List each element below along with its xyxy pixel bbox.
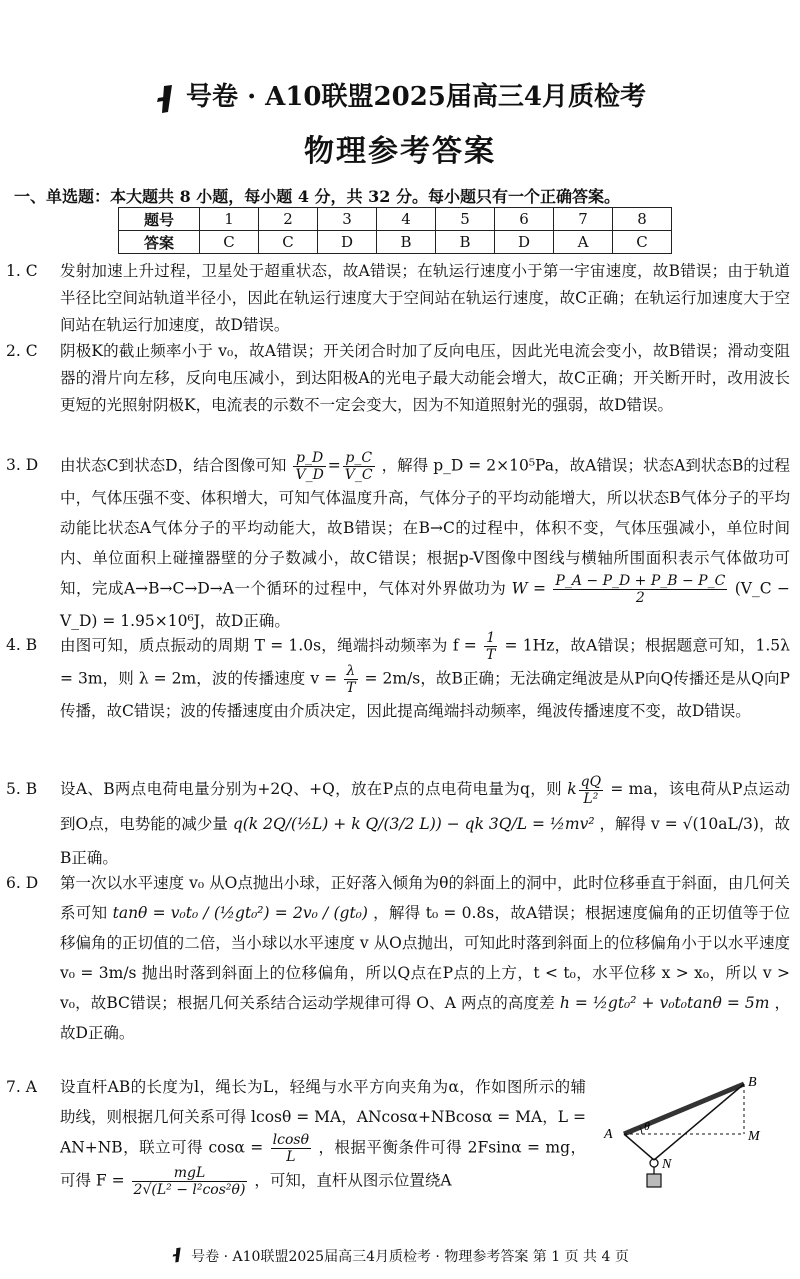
- question-text: 由图可知，质点振动的周期 T = 1.0s，绳端抖动频率为 f =: [60, 636, 477, 655]
- question-number: 3. D: [6, 456, 39, 474]
- table-cell: 7: [554, 208, 613, 231]
- table-cell: D: [495, 231, 554, 254]
- equation-fraction: $\frac{\text{mgL}}{\text{2√(L² − l²cos²θ)}}$: [133, 1165, 246, 1198]
- page-footer: 号卷 · A10联盟2025届高三4月质检考 · 物理参考答案 第 1 页 共 4 页: [0, 1246, 800, 1267]
- page-title: 物理参考答案: [304, 134, 496, 169]
- rod-rope-diagram: [596, 1072, 786, 1202]
- rod-ab: [624, 1084, 744, 1134]
- table-cell: 8: [613, 208, 672, 231]
- pulley: [650, 1159, 658, 1167]
- question-text: 阴极K的截止频率小于 v₀，故A错误；开关闭合时加了反向电压，因此光电流会变小，故B错误；滑动变阻器的滑片向左移，反向电压减小，到达阳极A的光电子最大动能会增大，故C正确；开关断开时，改用波长更短的光照射阴极K，电流表的示数不一定会变大，因为不知道照射光的强弱，故D错误。: [60, 342, 790, 414]
- question-number: 2. C: [6, 342, 38, 360]
- table-cell: B: [436, 231, 495, 254]
- label-theta: θ: [644, 1119, 650, 1133]
- footer-text: A10联盟2025届高三4月质检考 · 物理参考答案 第 1 页 共 4 页: [232, 1249, 629, 1265]
- equation-fraction: $\frac{p\_C}{V\_C}$: [344, 450, 373, 483]
- label-n: N: [662, 1157, 672, 1172]
- question-text: ，根据平衡条件可得 2Fsinα = mg，可得 F =: [60, 1138, 586, 1190]
- equation: q(k 2Q/(½L) + k Q/(3/2 L)) − qk 3Q/L = ½mv²: [232, 814, 595, 833]
- question-6: [6, 868, 790, 1048]
- question-4: [6, 630, 790, 727]
- equation-fraction: $\frac{qQ}{\text{L²}}$: [580, 773, 602, 807]
- table-cell: C: [200, 231, 259, 254]
- equation-fraction: $\frac{p\_D}{V\_D}$: [295, 450, 324, 483]
- answer-table: [118, 207, 672, 254]
- question-3: 3. D 由状态C到状态D，结合图像可知 $\frac{p\_D}{V\_D}$ = $\frac{p\_C}{V\_C}$ ，解得 p_D = 2×10⁵Pa，故A错误；状态A到状态B的过程中，气体压强不变、体积增大，可知气体温度升高，气体分子的平均动能增大，所以状态B气体分子的平均动能比状态A气体分子的平均动能大，故B错误；在B→C的过程中，体积不变，气体压强减小，单位时间内、单位面积上碰撞器壁的分子数减小，故C错误；根据p-V图像中图线与横轴所围面积表示气体做功可知，完成A→B→C→D→A一个循环的过程中，气体对外界做功为 W = $\frac{P\_A - P\_D + P\_B - P\_C}{2}$ (V_C − V_D) = 1.95×10⁶J，故D正确。: [6, 450, 791, 630]
- table-cell: 6: [495, 208, 554, 231]
- exam-title: A10联盟2025届高三4月质检考: [265, 82, 646, 112]
- brand-name: 号卷: [186, 82, 239, 112]
- table-cell: C: [613, 231, 672, 254]
- question-text: ，可知，直杆从图示位置绕A: [254, 1171, 452, 1190]
- label-b: B: [748, 1075, 757, 1090]
- equation-fraction: $\frac{1}{T}$: [485, 630, 496, 663]
- label-m: M: [748, 1129, 760, 1144]
- table-cell: 2: [259, 208, 318, 231]
- footer-brand: 号卷: [191, 1249, 220, 1265]
- table-cell: B: [377, 231, 436, 254]
- brand-logo: [154, 84, 180, 118]
- question-text: ，故D正确。: [60, 994, 790, 1042]
- row-label-number: 题号: [119, 208, 200, 231]
- question-text: ，解得 p_D = 2×10⁵Pa，故A错误；状态A到状态B的过程中，气体压强不变、体积增大，可知气体温度升高，气体分子的平均动能增大，所以状态B气体分子的平均动能比状态A气体分子的平均动能大，故B错误；在B→C的过程中，体积不变，气体压强减小，单位时间内、单位面积上碰撞器壁的分子数减小，故C错误；根据p-V图像中图线与横轴所围面积表示气体做功可知，完成A→B→C→D→A一个循环的过程中，气体对外界做功为: [60, 456, 791, 598]
- rope-nb: [654, 1084, 744, 1160]
- question-text: 第一次以水平速度 v₀ 从O点抛出小球，正好落入倾角为θ的斜面上的洞中，此时位移垂直于斜面，由几何关系可知: [60, 874, 790, 922]
- table-cell: C: [259, 231, 318, 254]
- question-number: 1. C: [6, 262, 38, 280]
- question-5: 5. B 设A、B两点电荷电量分别为+2Q、+Q，放在P点的点电荷电量为q，则 k $\frac{qQ}{\text{L²}}$ = ma，该电荷从P点运动到O点，电势能的减少量 q(k 2Q/(½L) + k Q/(3/2 L)) − qk 3Q/L = ½mv² ，解得 v = √(10aL/3)，故B正确。: [6, 773, 790, 867]
- table-cell: 3: [318, 208, 377, 231]
- question-text: = 2m/s，故B正确；无法确定绳波是从P向Q传播还是从Q向P传播，故C错误；波的传播速度由介质决定，因此提高绳端抖动频率，绳波传播速度不变，故D错误。: [60, 669, 790, 720]
- question-text: 发射加速上升过程，卫星处于超重状态，故A错误；在轨运行速度小于第一宇宙速度，故B错误；由于轨道半径比空间站轨道半径小，因此在轨运行速度大于空间站在轨运行速度，故C正确；在轨运行加速度大于空间站在轨运行加速度，故D错误。: [60, 262, 790, 334]
- question-text: 由状态C到状态D，结合图像可知: [60, 456, 287, 475]
- question-number: 6. D: [6, 874, 39, 892]
- question-text: = ma，该电荷从P点运动到O点，电势能的减少量: [60, 780, 790, 833]
- table-row-answers: [119, 231, 672, 254]
- equation: tanθ = v₀t₀ / (½gt₀²) = 2v₀ / (gt₀): [112, 904, 368, 922]
- equation-fraction: $\frac{\lambda}{T}$: [346, 663, 356, 696]
- table-cell: 4: [377, 208, 436, 231]
- question-text: (V_C − V_D) = 1.95×10⁶J，故D正确。: [60, 579, 791, 630]
- question-1: [6, 258, 790, 339]
- weight-block: [647, 1174, 661, 1187]
- table-cell: A: [554, 231, 613, 254]
- question-number: 4. B: [6, 636, 38, 654]
- section-heading: 一、单选题：本大题共 8 小题，每小题 4 分，共 32 分。每小题只有一个正确答案。: [14, 187, 620, 206]
- equation-fraction: $\frac{P\_A - P\_D + P\_B - P\_C}{2}$: [555, 573, 726, 606]
- question-text: 设直杆AB的长度为l，绳长为L，轻绳与水平方向夹角为α，作如图所示的辅助线，则根据几何关系可得 lcosθ = MA，ANcosα+NBcosα = MA，L = AN+NB，联立可得 cosα =: [60, 1078, 586, 1157]
- question-text: ，解得 t₀ = 0.8s，故A错误；根据速度偏角的正切值等于位移偏角的正切值的二倍，当小球以水平速度 v 从O点抛出，可知此时落到斜面上的位移偏角小于以水平速度 v₀ = 3m/s 抛出时落到斜面上的位移偏角，所以Q点在P点的上方，t < t₀，水平位移 x > x₀，所以 v > v₀，故BC错误；根据几何关系结合运动学规律可得 O、A 两点的高度差: [60, 904, 790, 1012]
- table-cell: 1: [200, 208, 259, 231]
- page-header: 号卷 · A10联盟2025届高三4月质检考: [0, 76, 800, 118]
- label-a: A: [604, 1127, 613, 1142]
- row-label-answer: 答案: [119, 231, 200, 254]
- equation: h = ½gt₀² + v₀t₀tanθ = 5m: [559, 994, 770, 1012]
- question-7: [6, 1072, 586, 1198]
- table-row-numbers: [119, 208, 672, 231]
- table-cell: 5: [436, 208, 495, 231]
- question-2: [6, 338, 790, 419]
- question-number: 5. B: [6, 780, 38, 798]
- brand-logo-small: [171, 1247, 185, 1267]
- equation-fraction: $\frac{lcos\theta}{L}$: [272, 1132, 310, 1165]
- question-text: ，解得 v = √(10aL/3)，故B正确。: [60, 814, 790, 867]
- table-cell: D: [318, 231, 377, 254]
- rope-an: [624, 1134, 654, 1160]
- question-number: 7. A: [6, 1078, 37, 1096]
- question-text: = 1Hz，故A错误；根据题意可知，1.5λ = 3m，则 λ = 2m，波的传播速度 v =: [60, 636, 790, 688]
- question-text: 设A、B两点电荷电量分别为+2Q、+Q，放在P点的点电荷电量为q，则: [60, 780, 562, 798]
